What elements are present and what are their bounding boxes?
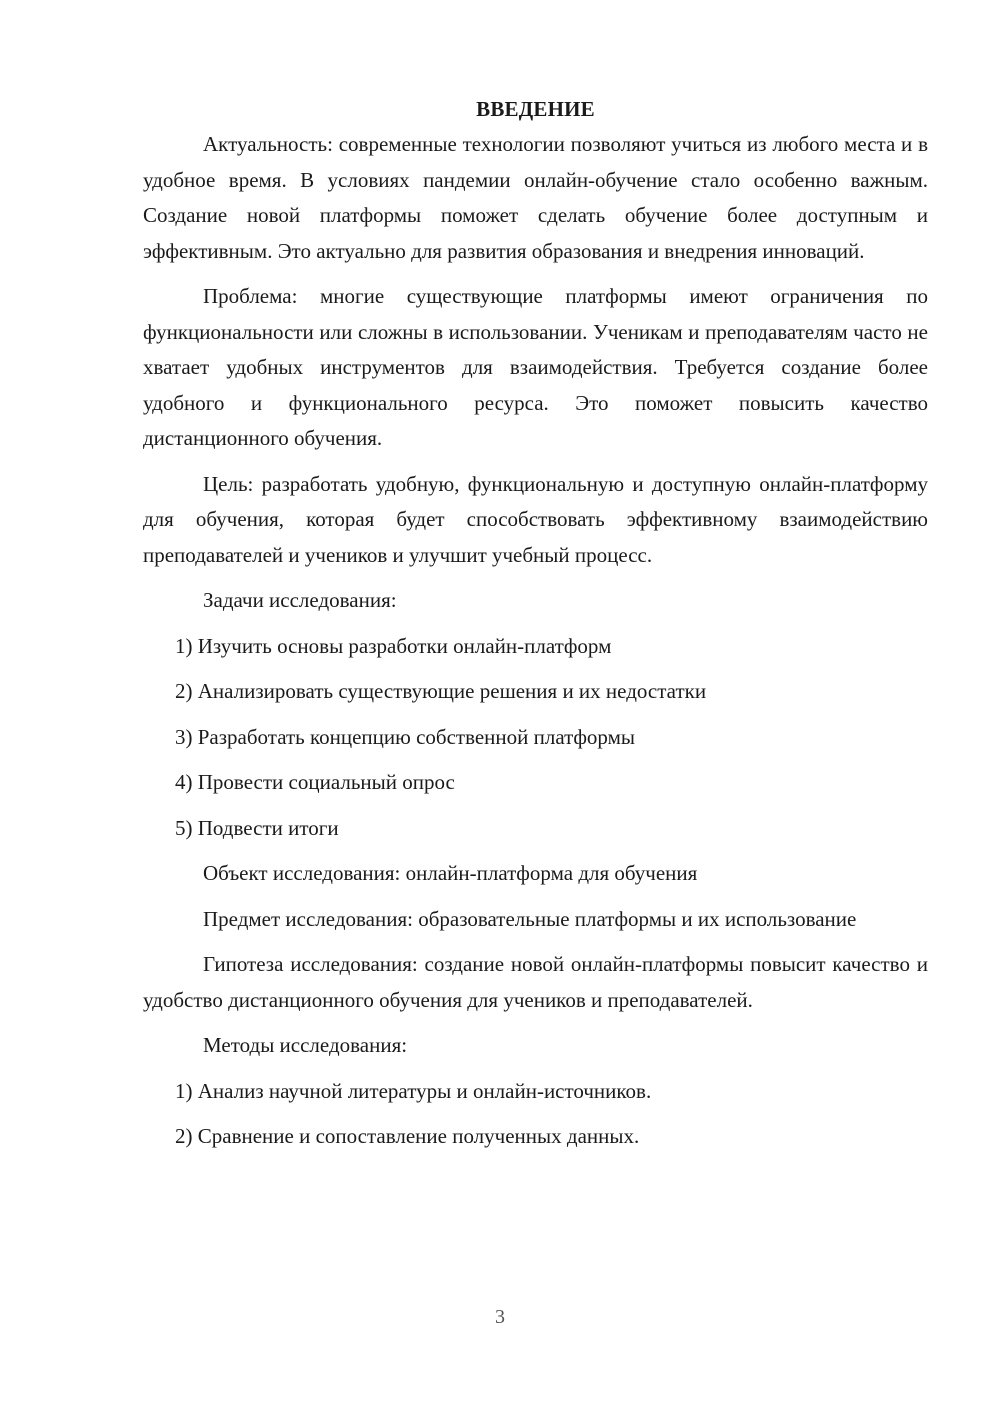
document-page — [143, 92, 928, 1155]
task-item: 5) Подвести итоги — [175, 815, 339, 840]
object-line: Объект исследования: онлайн-платформа для обучения — [203, 861, 698, 885]
problem-paragraph: Проблема: многие существующие платформы имеют ограничения по функциональности или сложны в использовании. Ученикам и преподавателям часто не хватает удобных инструментов для взаимодействия. Требуется создание более удобного и функционального ресурса. Это поможет повысить качество дистанционного обучения. — [143, 284, 928, 450]
goal-paragraph: Цель: разработать удобную, функциональную и доступную онлайн-платформу для обучения, которая будет способствовать эффективному взаимодействию преподавателей и учеников и улучшит учебный процесс. — [143, 471, 928, 567]
hypothesis-paragraph: Гипотеза исследования: создание новой онлайн-платформы повысит качество и удобство дистанционного обучения для учеников и преподавателей. — [143, 952, 928, 1012]
task-item: 1) Изучить основы разработки онлайн-платформ — [175, 633, 612, 658]
page-title: ВВЕДЕНИЕ — [476, 97, 595, 121]
methods-heading: Методы исследования: — [203, 1033, 408, 1057]
tasks-heading: Задачи исследования: — [203, 588, 397, 612]
task-item: 4) Провести социальный опрос — [175, 770, 455, 794]
subject-paragraph: Предмет исследования: образовательные платформы и их использование — [203, 906, 857, 931]
page-number: 3 — [495, 1306, 505, 1328]
method-item: 2) Сравнение и сопоставление полученных данных. — [175, 1124, 640, 1148]
method-item: 1) Анализ научной литературы и онлайн-источников. — [175, 1078, 652, 1103]
task-item: 3) Разработать концепцию собственной платформы — [175, 724, 636, 749]
task-item: 2) Анализировать существующие решения и их недостатки — [175, 679, 707, 703]
relevance-paragraph: Актуальность: современные технологии позволяют учиться из любого места и в удобное время. В условиях пандемии онлайн-обучение стало особенно важным. Создание новой платформы поможет сделать обучение более доступным и эффективным. Это актуально для развития образования и внедрения инноваций. — [143, 132, 928, 263]
